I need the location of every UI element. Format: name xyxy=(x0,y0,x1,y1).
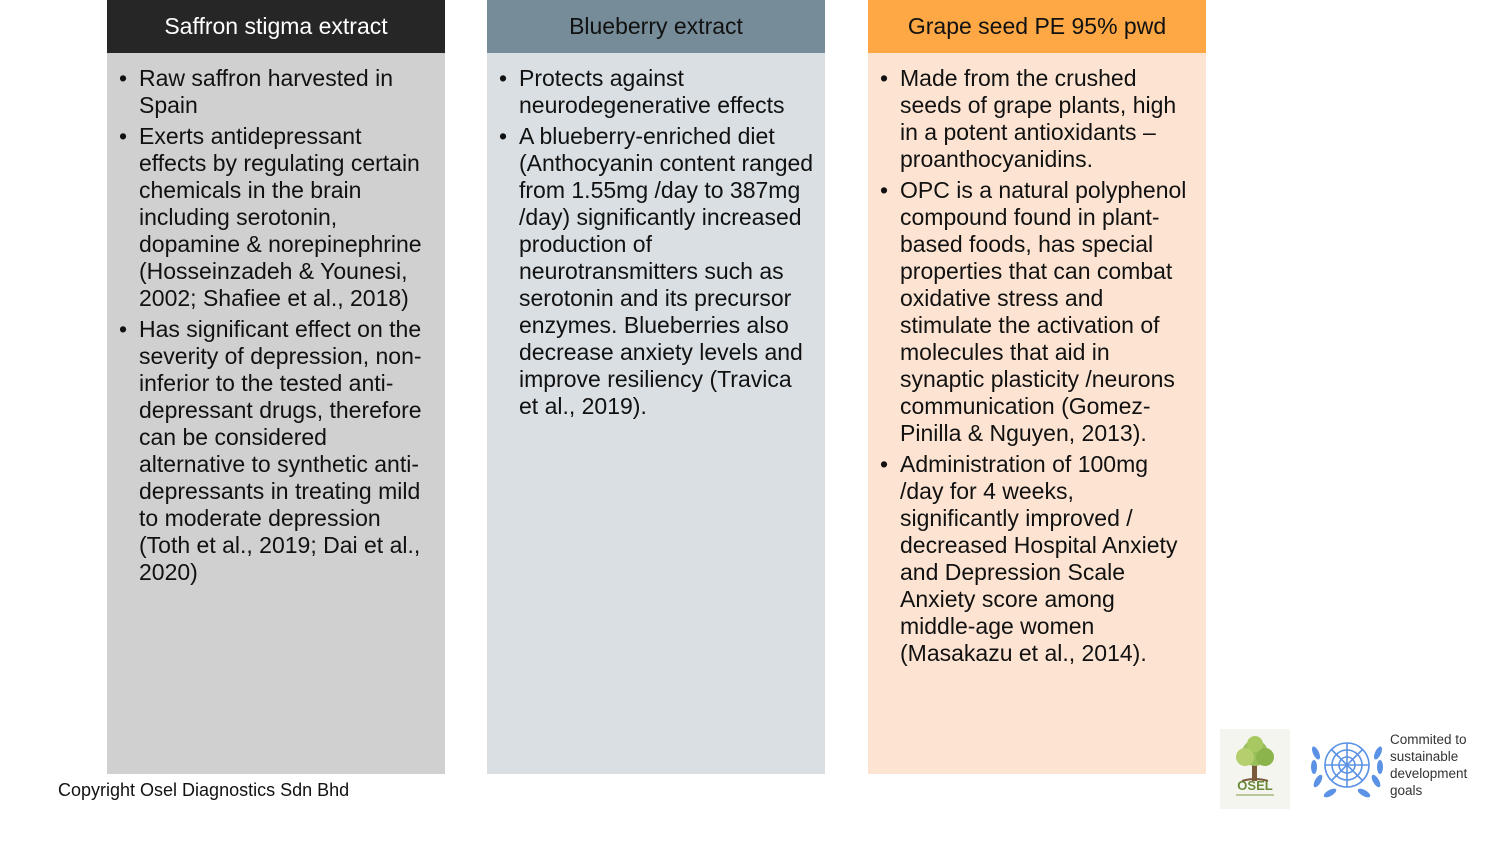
column-header: Grape seed PE 95% pwd xyxy=(868,0,1206,53)
logo-text: OSEL xyxy=(1237,778,1273,793)
bullet-item: • Made from the crushed seeds of grape plants, high in a potent antioxidants – proanthocyanidins. xyxy=(880,65,1196,173)
sdg-line: sustainable xyxy=(1390,749,1459,764)
sdg-line: Commited to xyxy=(1390,732,1467,747)
column-grape-seed xyxy=(868,0,1206,774)
column-header: Blueberry extract xyxy=(487,0,825,53)
tree-logo-icon xyxy=(1220,729,1290,809)
sdg-commitment-text xyxy=(1390,731,1495,799)
column-blueberry xyxy=(487,0,825,774)
bullet-list xyxy=(868,53,1206,667)
osel-logo xyxy=(1220,729,1290,809)
un-emblem-icon xyxy=(1308,731,1386,801)
bullet-list xyxy=(487,53,825,420)
un-emblem xyxy=(1308,731,1386,801)
column-header: Saffron stigma extract xyxy=(107,0,445,53)
column-saffron xyxy=(107,0,445,774)
bullet-item: • A blueberry-enriched diet (Anthocyanin content ranged from 1.55mg /day to 387mg /day) significantly increased production of neurotransmitters such as serotonin and its precursor enzymes. Blueberries also decrease anxiety levels and improve resiliency (Travica et al., 2019). xyxy=(499,123,815,420)
bullet-item: • Has significant effect on the severity of depression, non-inferior to the tested anti-depressant drugs, therefore can be considered alternative to synthetic anti-depressants in treating mild to moderate depression (Toth et al., 2019; Dai et al., 2020) xyxy=(119,316,435,586)
bullet-item: • Administration of 100mg /day for 4 weeks, significantly improved / decreased Hospital Anxiety and Depression Scale Anxiety score among middle-age women (Masakazu et al., 2014). xyxy=(880,451,1196,667)
bullet-item: • Protects against neurodegenerative effects xyxy=(499,65,815,119)
bullet-item: • OPC is a natural polyphenol compound found in plant-based foods, has special properties that can combat oxidative stress and stimulate the activation of molecules that aid in synaptic plasticity /neurons communication (Gomez-Pinilla & Nguyen, 2013). xyxy=(880,177,1196,447)
bullet-item: • Raw saffron harvested in Spain xyxy=(119,65,435,119)
copyright-text: Copyright Osel Diagnostics Sdn Bhd xyxy=(58,780,350,800)
bullet-item: • Exerts antidepressant effects by regulating certain chemicals in the brain including serotonin, dopamine & norepinephrine (Hosseinzadeh & Younesi, 2002; Shafiee et al., 2018) xyxy=(119,123,435,312)
sdg-line: goals xyxy=(1390,783,1423,798)
sdg-line: development xyxy=(1390,766,1468,781)
bullet-list xyxy=(107,53,445,586)
